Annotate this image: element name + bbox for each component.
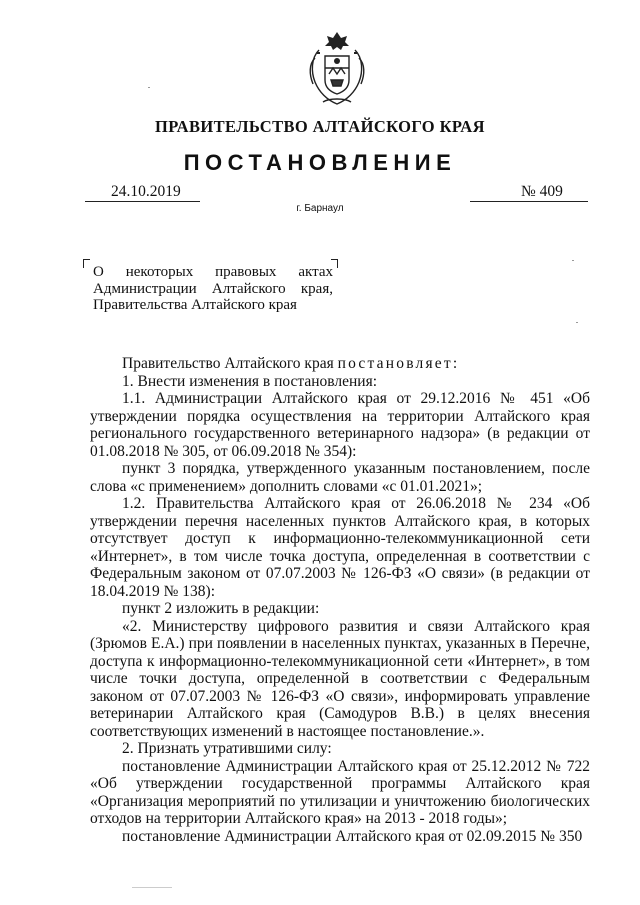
document-subject: О некоторых правовых актах Администрации Алтайского края, Правительства Алтайского края <box>93 264 333 313</box>
body-paragraph: 1.2. Правительства Алтайского края от 26.06.2018 № 234 «Об утверждении перечня населенных пунктов Алтайского края, в которых отсутствует доступ к информационно-телекоммуникационной сети «Интернет», в том числе точка доступа, определенная в соответствии с Федеральным законом от 07.07.2003 № 126-ФЗ «О связи» (в редакции от 18.04.2019 № 138): <box>90 495 590 600</box>
resolution-preamble: Правительство Алтайского края <box>122 355 334 372</box>
body-paragraph: 2. Признать утратившими силу: <box>122 740 332 757</box>
document-city: г. Барнаул <box>296 203 344 214</box>
scan-speck <box>148 87 150 88</box>
scan-speck <box>572 260 574 261</box>
body-paragraph: постановление Администрации Алтайского края от 02.09.2015 № 350 <box>122 827 583 845</box>
government-title: ПРАВИТЕЛЬСТВО АЛТАЙСКОГО КРАЯ <box>155 117 485 136</box>
body-paragraph: 1.1. Администрации Алтайского края от 29.12.2016 № 451 «Об утверждении порядка осуществления на территории Алтайского края регионального государственного ветеринарного надзора» (в редакции от 01.08.2018 № 305, от 06.09.2018 № 354): <box>90 390 590 460</box>
body-paragraph: «2. Министерству цифрового развития и связи Алтайского края (Зрюмов Е.А.) при появлении в населенных пунктах, указанных в Перечне, доступа к информационно-телекоммуникационной сети «Интернет», в том числе точки доступа, определенной в соответствии с Федеральным законом от 07.07.2003 № 126-ФЗ «О связи», информировать управление ветеринарии Алтайского края (Самодуров В.В.) в целях внесения соответствующих изменений в настоящее постановление.». <box>90 617 590 740</box>
document-body <box>90 355 590 845</box>
document-number: № 409 <box>470 183 588 202</box>
body-paragraph: пункт 2 изложить в редакции: <box>122 600 320 617</box>
scan-speck <box>576 322 578 323</box>
subject-bracket-left <box>83 259 90 268</box>
body-paragraph <box>90 355 590 373</box>
document-type-title: ПОСТАНОВЛЕНИЕ <box>183 150 457 175</box>
coat-of-arms-emblem <box>305 28 369 110</box>
scan-speck <box>132 887 172 888</box>
document-date: 24.10.2019 <box>85 183 200 202</box>
body-paragraph: 1. Внести изменения в постановления: <box>122 372 378 390</box>
body-paragraph: пункт 3 порядка, утвержденного указанным постановлением, после слова «с применением» дополнить словами «с 01.01.2021»; <box>90 460 590 495</box>
resolution-verb: постановляет: <box>337 355 460 372</box>
body-paragraph: постановление Администрации Алтайского края от 25.12.2012 № 722 «Об утверждении государственной программы Алтайского края «Организация мероприятий по утилизации и уничтожению биологических отходов на территории Алтайского края» на 2013 - 2018 годы»; <box>90 757 590 827</box>
